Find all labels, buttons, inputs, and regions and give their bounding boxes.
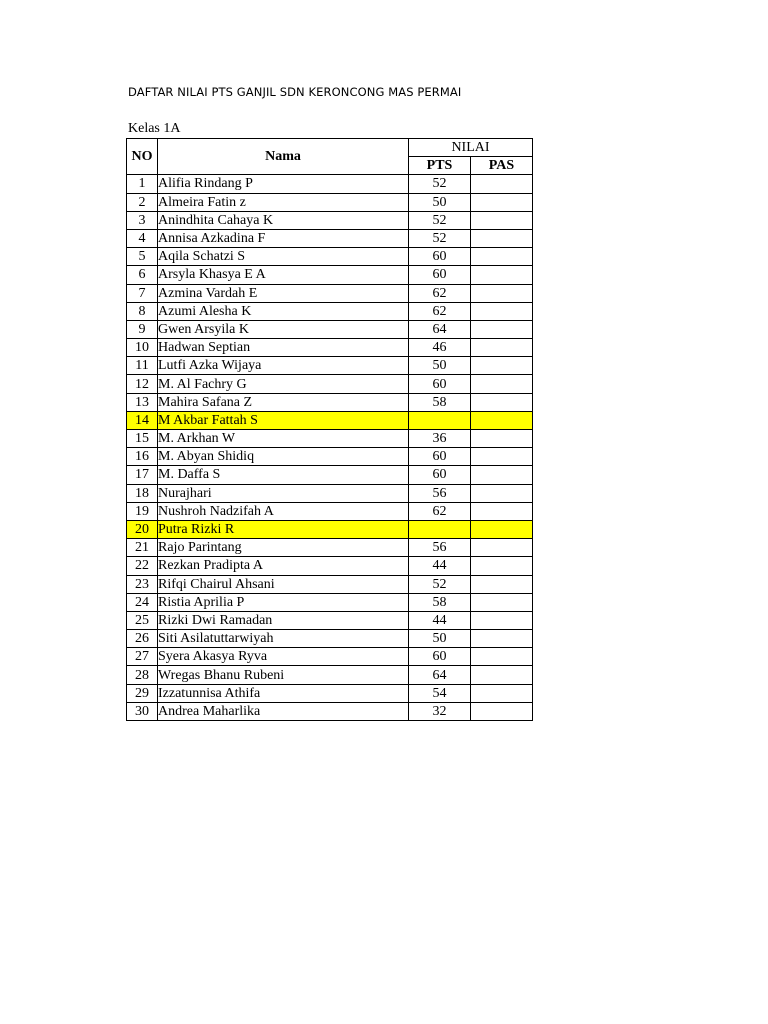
cell-no: 24 xyxy=(127,593,158,611)
cell-nama: M. Al Fachry G xyxy=(158,375,409,393)
header-nama: Nama xyxy=(158,139,409,175)
document-title: DAFTAR NILAI PTS GANJIL SDN KERONCONG MAS PERMAI xyxy=(128,85,462,99)
header-no: NO xyxy=(127,139,158,175)
table-row xyxy=(127,229,533,247)
cell-pas xyxy=(471,648,533,666)
cell-pas xyxy=(471,302,533,320)
table-header xyxy=(127,139,533,175)
table-row xyxy=(127,611,533,629)
cell-pas xyxy=(471,575,533,593)
table-row xyxy=(127,593,533,611)
cell-pts: 46 xyxy=(409,339,471,357)
header-pts: PTS xyxy=(409,157,471,175)
cell-pts: 32 xyxy=(409,702,471,720)
table-row xyxy=(127,430,533,448)
cell-pts: 50 xyxy=(409,630,471,648)
cell-nama: Syera Akasya Ryva xyxy=(158,648,409,666)
cell-pas xyxy=(471,484,533,502)
cell-no: 18 xyxy=(127,484,158,502)
cell-nama: Azmina Vardah E xyxy=(158,284,409,302)
cell-pas xyxy=(471,284,533,302)
table-row xyxy=(127,702,533,720)
table-row xyxy=(127,302,533,320)
cell-pts: 58 xyxy=(409,393,471,411)
cell-pts: 52 xyxy=(409,211,471,229)
cell-pas xyxy=(471,466,533,484)
table-row xyxy=(127,393,533,411)
cell-no: 14 xyxy=(127,411,158,429)
table-row xyxy=(127,502,533,520)
cell-nama: Rizki Dwi Ramadan xyxy=(158,611,409,629)
cell-no: 8 xyxy=(127,302,158,320)
cell-no: 30 xyxy=(127,702,158,720)
cell-pts: 56 xyxy=(409,539,471,557)
table-row xyxy=(127,175,533,193)
cell-no: 15 xyxy=(127,430,158,448)
cell-nama: Izzatunnisa Athifa xyxy=(158,684,409,702)
cell-no: 11 xyxy=(127,357,158,375)
cell-nama: Hadwan Septian xyxy=(158,339,409,357)
cell-pts xyxy=(409,520,471,538)
cell-nama: Siti Asilatuttarwiyah xyxy=(158,630,409,648)
class-label: Kelas 1A xyxy=(128,121,181,136)
cell-no: 1 xyxy=(127,175,158,193)
cell-no: 16 xyxy=(127,448,158,466)
cell-pas xyxy=(471,502,533,520)
cell-no: 20 xyxy=(127,520,158,538)
cell-no: 19 xyxy=(127,502,158,520)
table-row xyxy=(127,266,533,284)
cell-no: 2 xyxy=(127,193,158,211)
cell-pas xyxy=(471,666,533,684)
table-row xyxy=(127,248,533,266)
cell-pas xyxy=(471,320,533,338)
cell-pas xyxy=(471,266,533,284)
cell-nama: Wregas Bhanu Rubeni xyxy=(158,666,409,684)
cell-pts: 60 xyxy=(409,466,471,484)
cell-no: 22 xyxy=(127,557,158,575)
table-row xyxy=(127,411,533,429)
cell-pts: 58 xyxy=(409,593,471,611)
cell-pts: 62 xyxy=(409,284,471,302)
cell-pas xyxy=(471,539,533,557)
cell-pts: 60 xyxy=(409,648,471,666)
cell-pts: 44 xyxy=(409,611,471,629)
cell-pas xyxy=(471,229,533,247)
cell-no: 29 xyxy=(127,684,158,702)
cell-nama: Andrea Maharlika xyxy=(158,702,409,720)
cell-pas xyxy=(471,702,533,720)
cell-no: 21 xyxy=(127,539,158,557)
cell-pts: 52 xyxy=(409,575,471,593)
cell-pas xyxy=(471,520,533,538)
cell-no: 27 xyxy=(127,648,158,666)
cell-nama: Nurajhari xyxy=(158,484,409,502)
cell-pas xyxy=(471,175,533,193)
cell-nama: Rezkan Pradipta A xyxy=(158,557,409,575)
table-row xyxy=(127,320,533,338)
cell-pts: 60 xyxy=(409,248,471,266)
cell-pas xyxy=(471,630,533,648)
cell-pas xyxy=(471,611,533,629)
cell-no: 10 xyxy=(127,339,158,357)
cell-pts: 60 xyxy=(409,448,471,466)
cell-nama: Azumi Alesha K xyxy=(158,302,409,320)
cell-pts: 52 xyxy=(409,229,471,247)
header-nilai: NILAI xyxy=(409,139,533,157)
table-row xyxy=(127,375,533,393)
cell-no: 23 xyxy=(127,575,158,593)
cell-pts: 60 xyxy=(409,375,471,393)
cell-pas xyxy=(471,339,533,357)
table-row xyxy=(127,284,533,302)
cell-nama: Annisa Azkadina F xyxy=(158,229,409,247)
cell-nama: Nushroh Nadzifah A xyxy=(158,502,409,520)
table-row xyxy=(127,539,533,557)
table-row xyxy=(127,648,533,666)
cell-no: 5 xyxy=(127,248,158,266)
cell-pas xyxy=(471,393,533,411)
cell-pts: 50 xyxy=(409,193,471,211)
cell-no: 13 xyxy=(127,393,158,411)
cell-no: 3 xyxy=(127,211,158,229)
cell-pas xyxy=(471,557,533,575)
cell-pas xyxy=(471,684,533,702)
cell-nama: Rifqi Chairul Ahsani xyxy=(158,575,409,593)
cell-pts: 62 xyxy=(409,502,471,520)
cell-nama: Aqila Schatzi S xyxy=(158,248,409,266)
cell-nama: Putra Rizki R xyxy=(158,520,409,538)
cell-no: 12 xyxy=(127,375,158,393)
cell-no: 25 xyxy=(127,611,158,629)
cell-nama: Mahira Safana Z xyxy=(158,393,409,411)
cell-nama: M. Abyan Shidiq xyxy=(158,448,409,466)
table-row xyxy=(127,193,533,211)
cell-pts: 64 xyxy=(409,666,471,684)
cell-nama: Ristia Aprilia P xyxy=(158,593,409,611)
cell-pts: 56 xyxy=(409,484,471,502)
cell-no: 26 xyxy=(127,630,158,648)
table-row xyxy=(127,684,533,702)
cell-nama: M Akbar Fattah S xyxy=(158,411,409,429)
cell-no: 9 xyxy=(127,320,158,338)
grades-table xyxy=(126,138,533,721)
table-row xyxy=(127,575,533,593)
cell-pas xyxy=(471,193,533,211)
table-row xyxy=(127,557,533,575)
cell-nama: M. Daffa S xyxy=(158,466,409,484)
header-pas: PAS xyxy=(471,157,533,175)
table-row xyxy=(127,211,533,229)
cell-pts: 52 xyxy=(409,175,471,193)
cell-pas xyxy=(471,411,533,429)
table-row xyxy=(127,484,533,502)
cell-pas xyxy=(471,357,533,375)
cell-nama: Almeira Fatin z xyxy=(158,193,409,211)
cell-pas xyxy=(471,593,533,611)
cell-no: 4 xyxy=(127,229,158,247)
cell-pts xyxy=(409,411,471,429)
cell-pts: 50 xyxy=(409,357,471,375)
cell-pts: 54 xyxy=(409,684,471,702)
cell-pas xyxy=(471,375,533,393)
cell-nama: Arsyla Khasya E A xyxy=(158,266,409,284)
cell-pts: 44 xyxy=(409,557,471,575)
cell-nama: Anindhita Cahaya K xyxy=(158,211,409,229)
table-row xyxy=(127,520,533,538)
cell-pas xyxy=(471,211,533,229)
cell-no: 7 xyxy=(127,284,158,302)
table-row xyxy=(127,448,533,466)
cell-pts: 36 xyxy=(409,430,471,448)
table-body xyxy=(127,175,533,721)
table-row xyxy=(127,630,533,648)
cell-pas xyxy=(471,248,533,266)
cell-no: 17 xyxy=(127,466,158,484)
cell-pts: 64 xyxy=(409,320,471,338)
table-row xyxy=(127,357,533,375)
cell-nama: Lutfi Azka Wijaya xyxy=(158,357,409,375)
cell-nama: Alifia Rindang P xyxy=(158,175,409,193)
table-row xyxy=(127,466,533,484)
cell-pts: 60 xyxy=(409,266,471,284)
table-row xyxy=(127,666,533,684)
cell-nama: Gwen Arsyila K xyxy=(158,320,409,338)
cell-no: 28 xyxy=(127,666,158,684)
cell-nama: M. Arkhan W xyxy=(158,430,409,448)
cell-pas xyxy=(471,448,533,466)
cell-nama: Rajo Parintang xyxy=(158,539,409,557)
cell-pts: 62 xyxy=(409,302,471,320)
table-row xyxy=(127,339,533,357)
cell-pas xyxy=(471,430,533,448)
cell-no: 6 xyxy=(127,266,158,284)
